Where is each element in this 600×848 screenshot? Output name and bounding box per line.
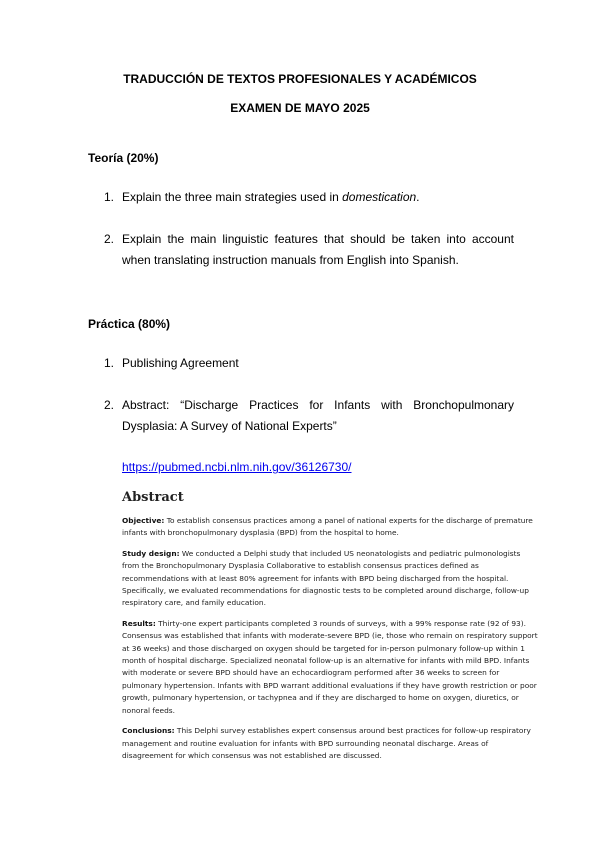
list-text: Explain the three main strategies used in domestication. bbox=[122, 190, 420, 204]
document-title: TRADUCCIÓN DE TEXTOS PROFESIONALES Y ACADÉMICOS bbox=[123, 72, 477, 86]
list-text: Explain the main linguistic features that should be taken into account when translating instruction manuals from English into Spanish. bbox=[122, 232, 514, 267]
list-number: 2. bbox=[104, 232, 115, 246]
abstract-conclusions: Conclusions: This Delphi survey establishes expert consensus around best practices for follow-up respiratory management and routine evaluation for infants with BPD surrounding neonatal discharge. Areas of disagreement for which consensus was not established are discussed. bbox=[122, 726, 531, 760]
list-number: 1. bbox=[104, 190, 115, 204]
list-number: 1. bbox=[104, 356, 115, 370]
abstract-results: Results: Thirty-one expert participants completed 3 rounds of surveys, with a 99% response rate (92 of 93). Consensus was established that infants with moderate-severe BPD (ie, those who remain on respiratory support at 36 weeks) and those discharged on oxygen should be targeted for in-person pulmonary follow-up within 1 month of hospital discharge. Specialized neonatal follow-up is an alternative for infants with mild BPD. Infants with moderate or severe BPD should have an echocardiogram performed after 36 weeks to screen for pulmonary hypertension. Infants with BPD warrant additional evaluations if they have growth restriction or poor growth, pulmonary hypertension, or tachypnea and if they are discharged to home on oxygen, diuretics, or nonoral feeds. bbox=[122, 618, 538, 715]
list-text: Publishing Agreement bbox=[122, 356, 239, 370]
teoria-heading: Teoría (20%) bbox=[88, 151, 159, 165]
abstract-image bbox=[122, 490, 538, 770]
list-text: Abstract: “Discharge Practices for Infants with Bronchopulmonary Dysplasia: A Survey of National Experts” bbox=[122, 398, 514, 433]
emphasis-term: domestication bbox=[342, 190, 417, 204]
abstract-objective: Objective: To establish consensus practices among a panel of national experts for the discharge of premature infants with bronchopulmonary dysplasia (BPD) from the hospital to home. bbox=[122, 516, 533, 538]
list-number: 2. bbox=[104, 398, 115, 412]
abstract-study-design: Study design: We conducted a Delphi study that included US neonatologists and pediatric pulmonologists from the Bronchopulmonary Dysplasia Collaborative to establish consensus practices defined as recommendations with at least 80% agreement for infants with BPD being discharged from the hospital. Specifically, we evaluated recommendations for diagnostic tests to be completed around discharge, follow-up respiratory care, and family education. bbox=[122, 548, 529, 608]
document-subtitle: EXAMEN DE MAYO 2025 bbox=[230, 101, 370, 115]
practica-heading: Práctica (80%) bbox=[88, 317, 171, 331]
abstract-heading: Abstract bbox=[122, 490, 184, 505]
pubmed-link[interactable]: https://pubmed.ncbi.nlm.nih.gov/36126730/ bbox=[122, 460, 352, 474]
